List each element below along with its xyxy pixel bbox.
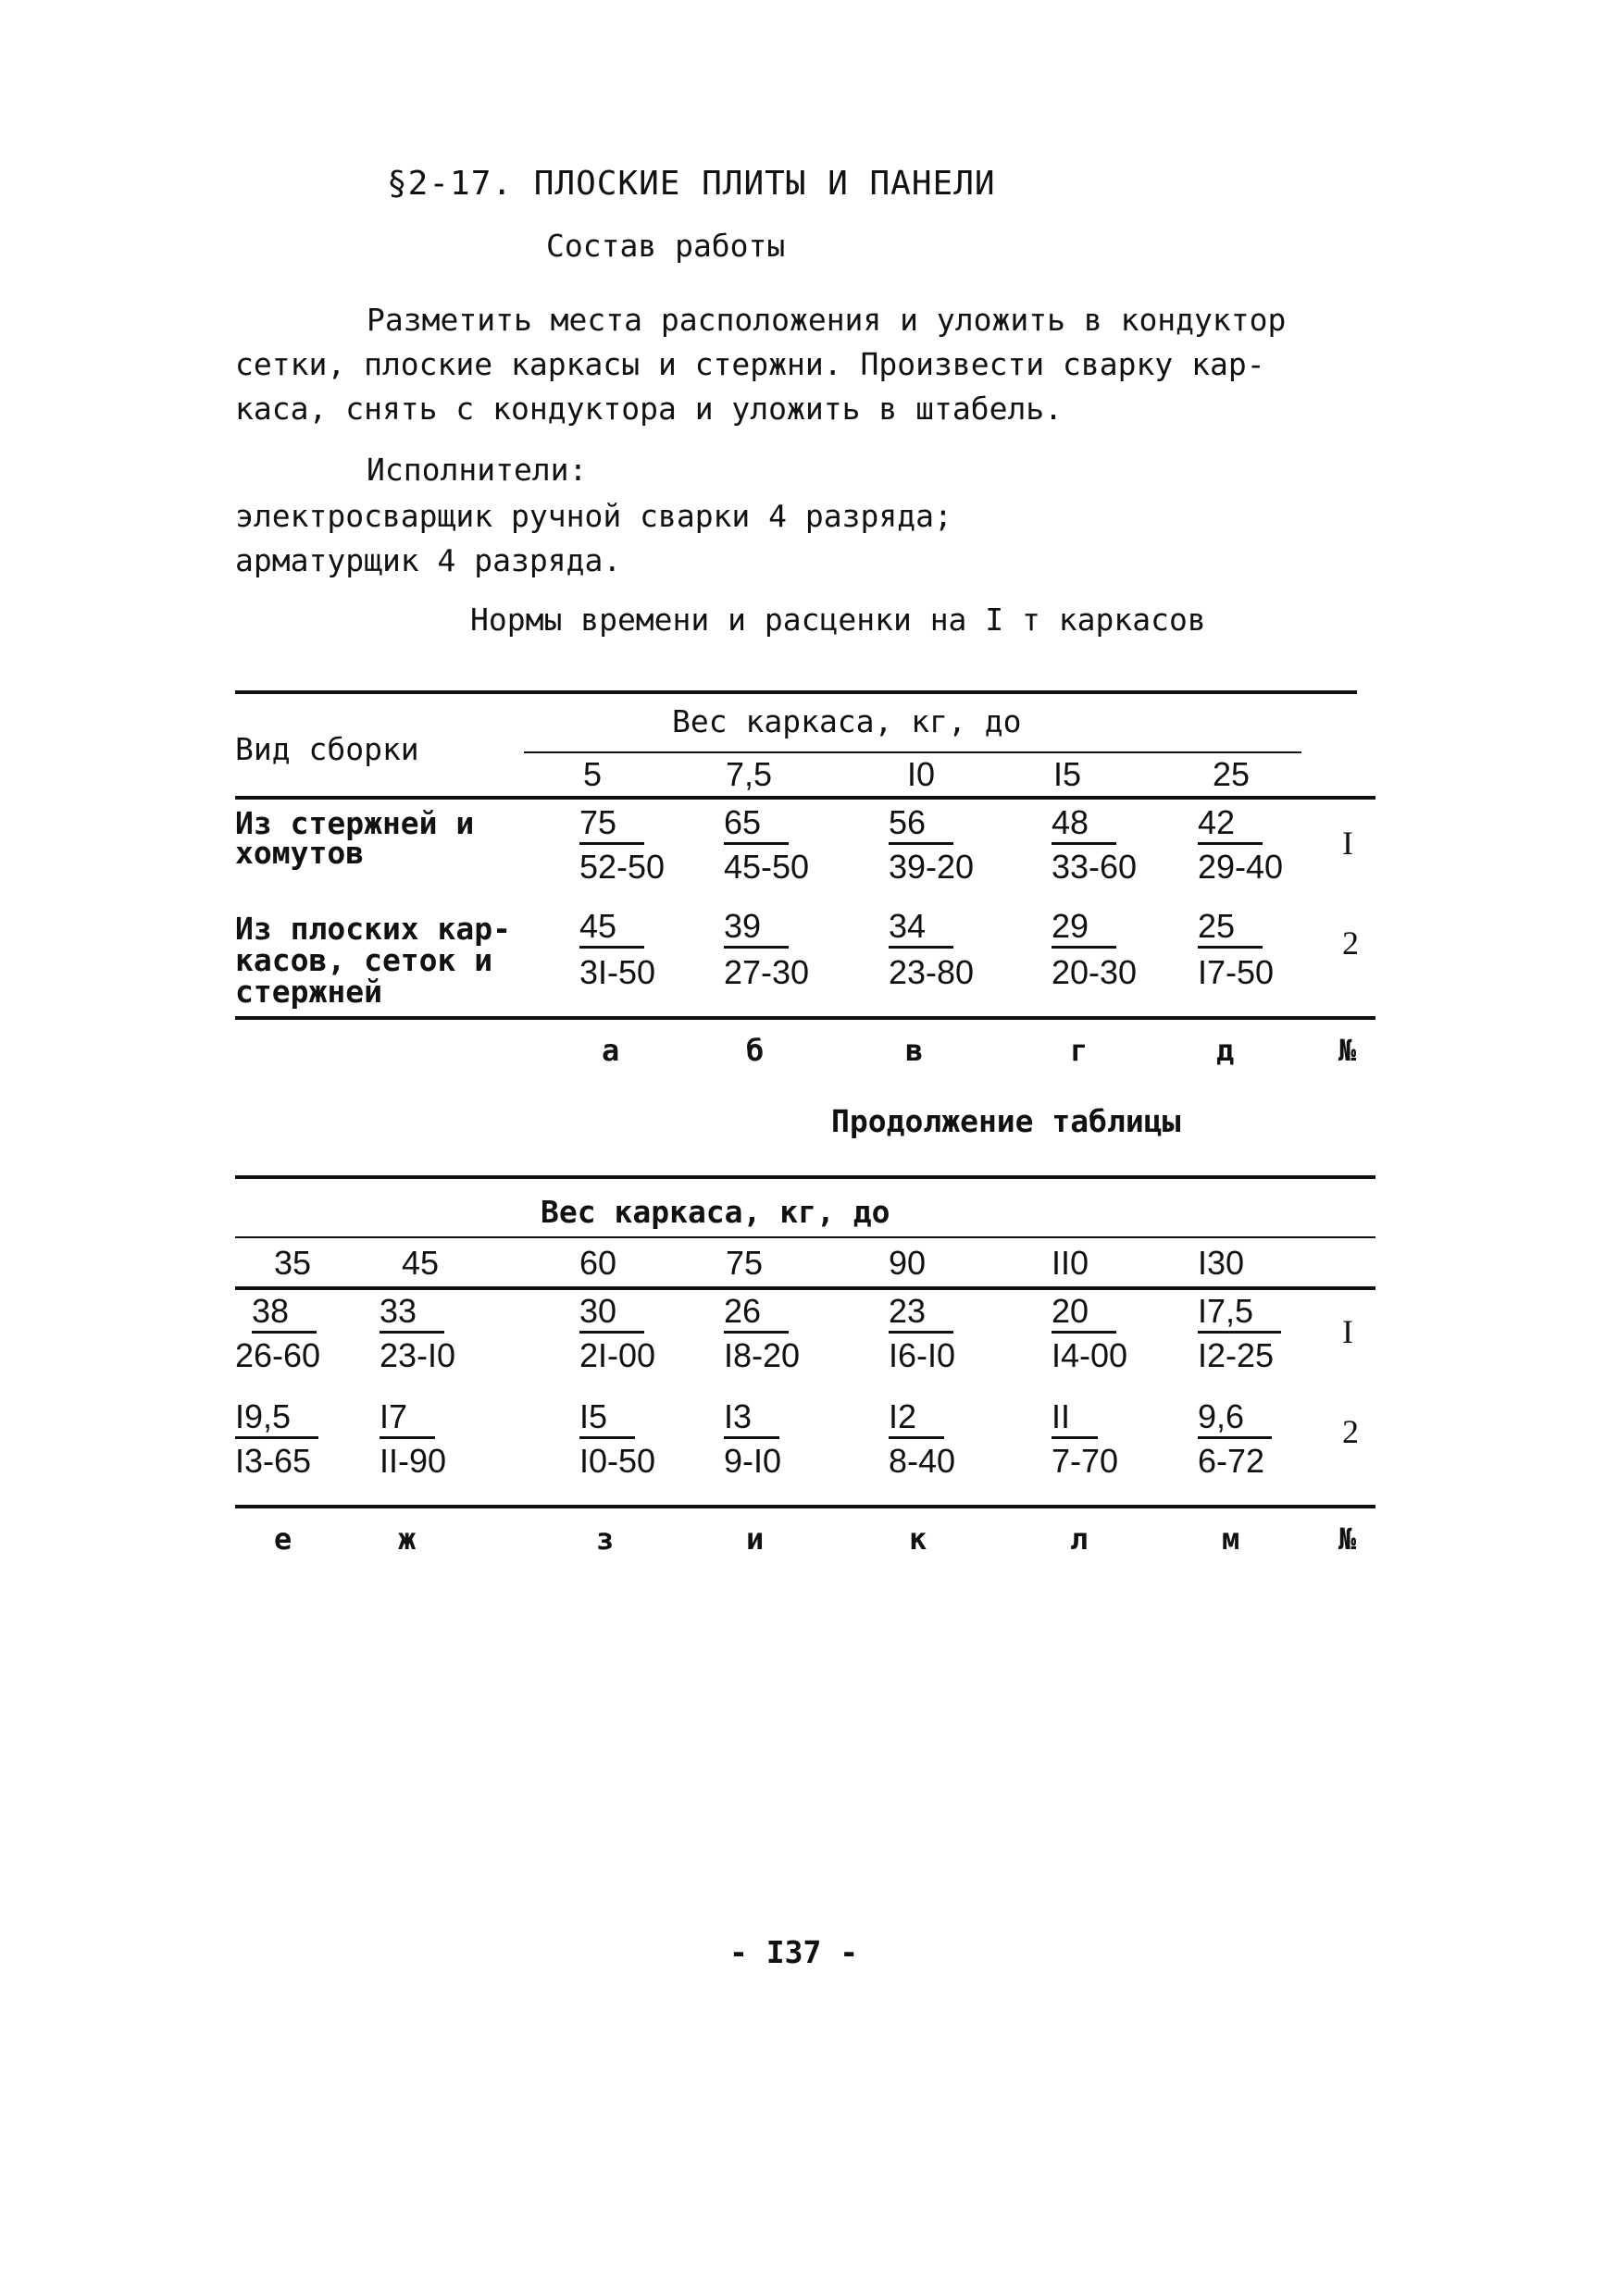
table1-group-rule bbox=[524, 751, 1301, 753]
table-caption: Нормы времени и расценки на I т каркасов bbox=[470, 602, 1206, 638]
table1-col-letter: а bbox=[602, 1033, 620, 1068]
table2-col-letter: е bbox=[274, 1521, 292, 1557]
table2-rate: 2I-00 bbox=[579, 1336, 656, 1374]
table1-col-header: 5 bbox=[583, 755, 603, 793]
table2-norm: I7 bbox=[380, 1397, 435, 1439]
table2-norm: 23 bbox=[889, 1292, 953, 1334]
table2-rate: 6-72 bbox=[1198, 1442, 1265, 1480]
table1-col-letter: г bbox=[1070, 1033, 1089, 1068]
table2-rate: I2-25 bbox=[1198, 1336, 1275, 1374]
table2-norm: 33 bbox=[380, 1292, 444, 1334]
table2-top-rule bbox=[235, 1175, 1375, 1179]
table2-col-header: 75 bbox=[726, 1244, 764, 1282]
table1-row-label: Из стержней и bbox=[235, 805, 475, 841]
table1-norm: 25 bbox=[1198, 907, 1263, 949]
table2-norm: 20 bbox=[1052, 1292, 1116, 1334]
table2-rate: 8-40 bbox=[889, 1442, 956, 1480]
table1-bottom-rule bbox=[235, 1016, 1375, 1020]
composition-heading: Состав работы bbox=[546, 228, 786, 264]
table1-row-number: I bbox=[1342, 825, 1353, 862]
performer-2: арматурщик 4 разряда. bbox=[235, 542, 622, 578]
table2-rate: 26-60 bbox=[235, 1336, 321, 1374]
table2-rate: 7-70 bbox=[1052, 1442, 1119, 1480]
table1-col-header: I5 bbox=[1053, 755, 1082, 793]
table1-top-rule bbox=[235, 690, 1357, 694]
table2-norm: 30 bbox=[579, 1292, 644, 1334]
table1-group-header: Вес каркаса, кг, до bbox=[672, 703, 1022, 739]
table2-header-rule bbox=[235, 1286, 1375, 1290]
table1-row-label: стержней bbox=[235, 974, 382, 1010]
table1-rate: 45-50 bbox=[724, 848, 810, 886]
table1-rate: 23-80 bbox=[889, 953, 975, 991]
table2-rate: I0-50 bbox=[579, 1442, 656, 1480]
table1-norm: 29 bbox=[1052, 907, 1116, 949]
table2-col-letter: з bbox=[596, 1521, 615, 1557]
table2-col-header: 90 bbox=[889, 1244, 927, 1282]
table1-norm: 65 bbox=[724, 803, 789, 845]
table2-rate: I3-65 bbox=[235, 1442, 312, 1480]
table1-col-letter: д bbox=[1216, 1033, 1235, 1068]
table2-rate: I8-20 bbox=[724, 1336, 801, 1374]
table2-norm: 26 bbox=[724, 1292, 789, 1334]
table1-col-header: I0 bbox=[907, 755, 936, 793]
table1-rate: 3I-50 bbox=[579, 953, 656, 991]
table1-col-header: 7,5 bbox=[726, 755, 773, 793]
table1-row-number: 2 bbox=[1342, 925, 1359, 962]
continuation-caption: Продолжение таблицы bbox=[831, 1103, 1181, 1139]
table1-rate: 29-40 bbox=[1198, 848, 1284, 886]
work-line-2: сетки, плоские каркасы и стержни. Произвести сварку кар- bbox=[235, 346, 1265, 382]
table1-row-label: Из плоских кар- bbox=[235, 911, 512, 947]
table2-bottom-rule bbox=[235, 1505, 1375, 1508]
table2-group-header: Вес каркаса, кг, до bbox=[541, 1194, 890, 1230]
table1-norm: 75 bbox=[579, 803, 644, 845]
table1-rate: 33-60 bbox=[1052, 848, 1138, 886]
table1-row-header: Вид сборки bbox=[235, 731, 419, 767]
performer-1: электросварщик ручной сварки 4 разряда; bbox=[235, 498, 952, 534]
performers-heading: Исполнители: bbox=[367, 452, 588, 488]
table2-norm: I5 bbox=[579, 1397, 635, 1439]
work-line-1: Разметить места расположения и уложить в кондуктор bbox=[367, 302, 1287, 338]
table1-col-header: 25 bbox=[1213, 755, 1251, 793]
table2-norm: 38 bbox=[252, 1292, 317, 1334]
table2-col-header: II0 bbox=[1052, 1244, 1089, 1282]
table1-norm: 45 bbox=[579, 907, 644, 949]
table1-rate: I7-50 bbox=[1198, 953, 1275, 991]
table2-col-letter: к bbox=[909, 1521, 927, 1557]
table1-row-label: касов, сеток и bbox=[235, 942, 493, 978]
section-title: §2-17. ПЛОСКИЕ ПЛИТЫ И ПАНЕЛИ bbox=[387, 165, 996, 203]
table2-col-letter: л bbox=[1070, 1521, 1089, 1557]
table1-rate: 39-20 bbox=[889, 848, 975, 886]
table2-col-letter: м bbox=[1222, 1521, 1240, 1557]
table2-rate: 23-I0 bbox=[380, 1336, 456, 1374]
table1-norm: 39 bbox=[724, 907, 789, 949]
table2-norm: I3 bbox=[724, 1397, 779, 1439]
table1-header-rule bbox=[235, 796, 1375, 800]
table2-col-header: 45 bbox=[402, 1244, 440, 1282]
table2-rate: I6-I0 bbox=[889, 1336, 956, 1374]
table1-norm: 34 bbox=[889, 907, 953, 949]
table2-number-mark: № bbox=[1338, 1521, 1357, 1557]
table1-rate: 52-50 bbox=[579, 848, 666, 886]
table1-norm: 48 bbox=[1052, 803, 1116, 845]
table2-norm: I9,5 bbox=[235, 1397, 318, 1439]
table2-col-letter: ж bbox=[398, 1521, 417, 1557]
page-number: - I37 - bbox=[729, 1934, 859, 1970]
table1-col-letter: в bbox=[905, 1033, 924, 1068]
table2-col-letter: и bbox=[746, 1521, 765, 1557]
table2-rate: 9-I0 bbox=[724, 1442, 782, 1480]
table1-col-letter: б bbox=[746, 1033, 765, 1068]
table2-col-header: 35 bbox=[274, 1244, 312, 1282]
table2-norm: 9,6 bbox=[1198, 1397, 1272, 1439]
table2-row-number: I bbox=[1342, 1313, 1353, 1350]
table2-norm: I7,5 bbox=[1198, 1292, 1281, 1334]
table2-norm: II bbox=[1052, 1397, 1098, 1439]
table2-norm: I2 bbox=[889, 1397, 944, 1439]
work-line-3: каса, снять с кондуктора и уложить в штабель. bbox=[235, 391, 1064, 427]
table1-rate: 20-30 bbox=[1052, 953, 1138, 991]
table2-col-header: 60 bbox=[579, 1244, 617, 1282]
table2-rate: I4-00 bbox=[1052, 1336, 1128, 1374]
table2-rate: II-90 bbox=[380, 1442, 447, 1480]
table2-group-rule bbox=[235, 1236, 1375, 1238]
table1-number-mark: № bbox=[1338, 1033, 1357, 1068]
table1-norm: 42 bbox=[1198, 803, 1263, 845]
table2-row-number: 2 bbox=[1342, 1413, 1359, 1450]
table1-rate: 27-30 bbox=[724, 953, 810, 991]
table1-row-label: хомутов bbox=[235, 835, 365, 871]
table1-norm: 56 bbox=[889, 803, 953, 845]
table2-col-header: I30 bbox=[1198, 1244, 1245, 1282]
